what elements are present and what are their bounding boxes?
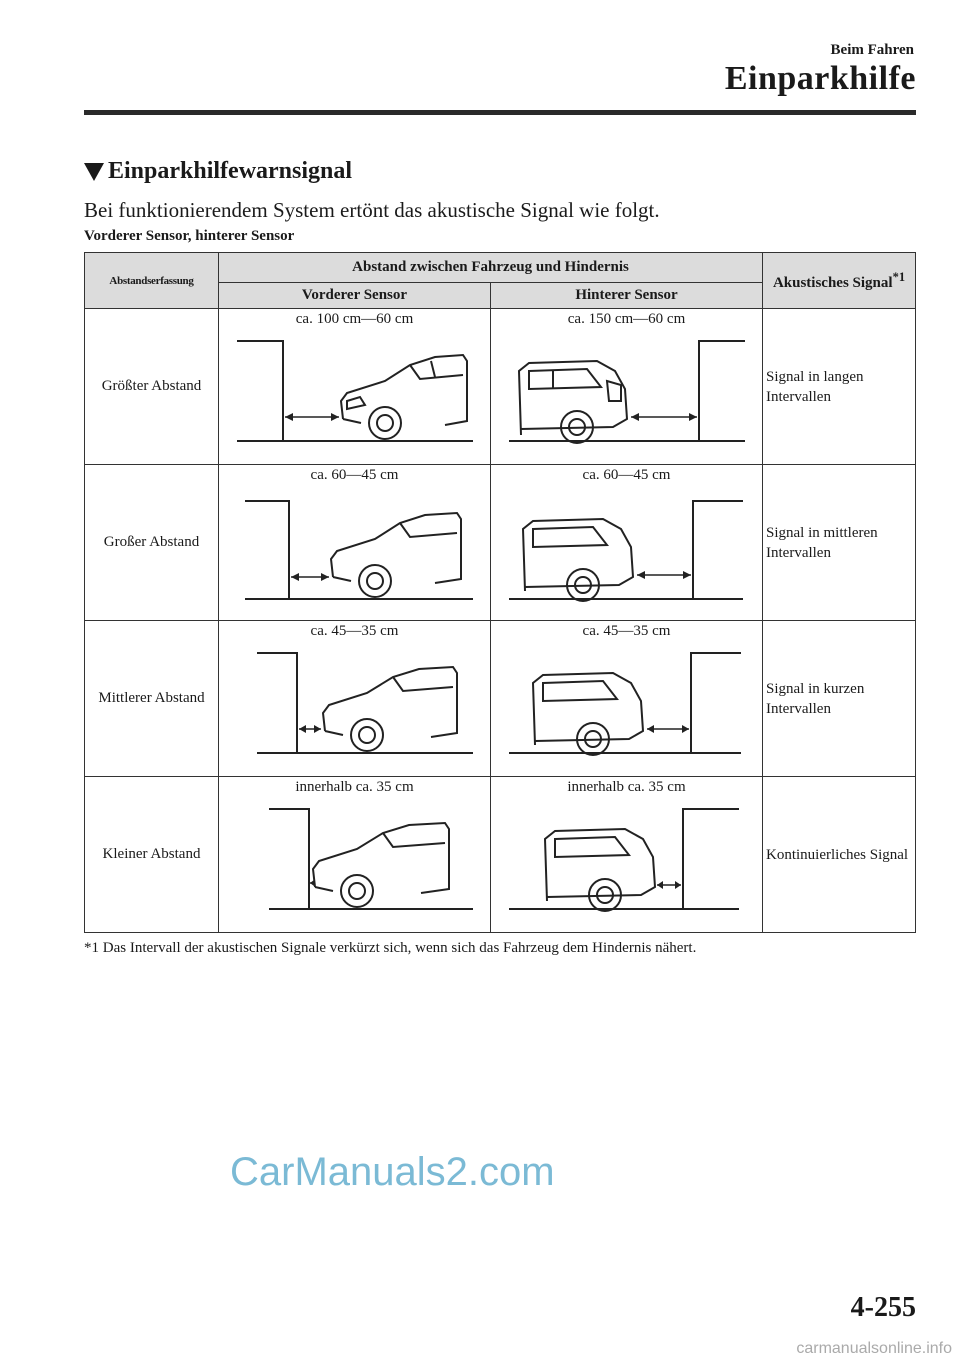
table-row: [85, 309, 916, 465]
row-label: Kleiner Abstand: [85, 777, 219, 933]
intro-text: Bei funktionierendem System ertönt das akustische Signal wie folgt.: [84, 198, 660, 222]
front-sensor-cell: [219, 309, 491, 465]
header-rear-sensor: Hinterer Sensor: [491, 283, 763, 309]
footnote: *1 Das Intervall der akustischen Signale verkürzt sich, wenn sich das Fahrzeug dem Hindernis nähert.: [84, 940, 697, 956]
rear-sensor-cell: [491, 465, 763, 621]
header-rule: [84, 110, 916, 115]
rear-car-diagram: [507, 331, 747, 455]
front-sensor-cell: [219, 621, 491, 777]
page-title: Einparkhilfe: [724, 60, 916, 97]
watermark: CarManuals2.com: [230, 1150, 555, 1194]
sub-heading: Vorderer Sensor, hinterer Sensor: [84, 228, 295, 244]
front-car-diagram: [235, 799, 475, 923]
row-label: Mittlerer Abstand: [85, 621, 219, 777]
front-car-diagram: [235, 331, 475, 455]
header-signal: [763, 253, 916, 309]
front-car-diagram: [235, 487, 475, 611]
signal-cell: Signal in langen Intervallen: [763, 309, 916, 465]
header-front-sensor: Vorderer Sensor: [219, 283, 491, 309]
rear-distance: innerhalb ca. 35 cm: [567, 779, 686, 795]
chapter-label: Beim Fahren: [830, 42, 914, 58]
front-distance: ca. 45―35 cm: [310, 623, 399, 639]
front-sensor-cell: [219, 777, 491, 933]
signal-cell: Signal in kurzen Intervallen: [763, 621, 916, 777]
row-label: Größter Abstand: [85, 309, 219, 465]
rear-sensor-cell: [491, 309, 763, 465]
site-watermark: carmanualsonline.info: [796, 1340, 952, 1357]
rear-distance: ca. 45―35 cm: [582, 623, 671, 639]
rear-sensor-cell: [491, 621, 763, 777]
header-distance: Abstand zwischen Fahrzeug und Hindernis: [219, 253, 763, 283]
front-distance: ca. 100 cm―60 cm: [295, 311, 414, 327]
front-distance: ca. 60―45 cm: [310, 467, 399, 483]
rear-sensor-cell: [491, 777, 763, 933]
rear-car-diagram: [507, 487, 747, 611]
rear-distance: ca. 150 cm―60 cm: [567, 311, 686, 327]
header-detection: Abstandserfassung: [85, 253, 219, 309]
signal-cell: Kontinuierliches Signal: [763, 777, 916, 933]
warning-signal-table: [84, 252, 916, 933]
header-signal-text: Akustisches Signal: [772, 274, 893, 291]
rear-distance: ca. 60―45 cm: [582, 467, 671, 483]
triangle-bullet-icon: [84, 163, 104, 181]
signal-cell: Signal in mittleren Intervallen: [763, 465, 916, 621]
table-row: [85, 777, 916, 933]
section-heading: [84, 158, 352, 185]
header-signal-footnote: *1: [892, 269, 906, 284]
page-number: 4-255: [850, 1292, 916, 1323]
rear-car-diagram: [507, 643, 747, 767]
table-row: [85, 465, 916, 621]
front-distance: innerhalb ca. 35 cm: [295, 779, 414, 795]
row-label: Großer Abstand: [85, 465, 219, 621]
rear-car-diagram: [507, 799, 747, 923]
front-car-diagram: [235, 643, 475, 767]
section-title-text: Einparkhilfewarnsignal: [108, 158, 353, 184]
table-row: [85, 621, 916, 777]
front-sensor-cell: [219, 465, 491, 621]
